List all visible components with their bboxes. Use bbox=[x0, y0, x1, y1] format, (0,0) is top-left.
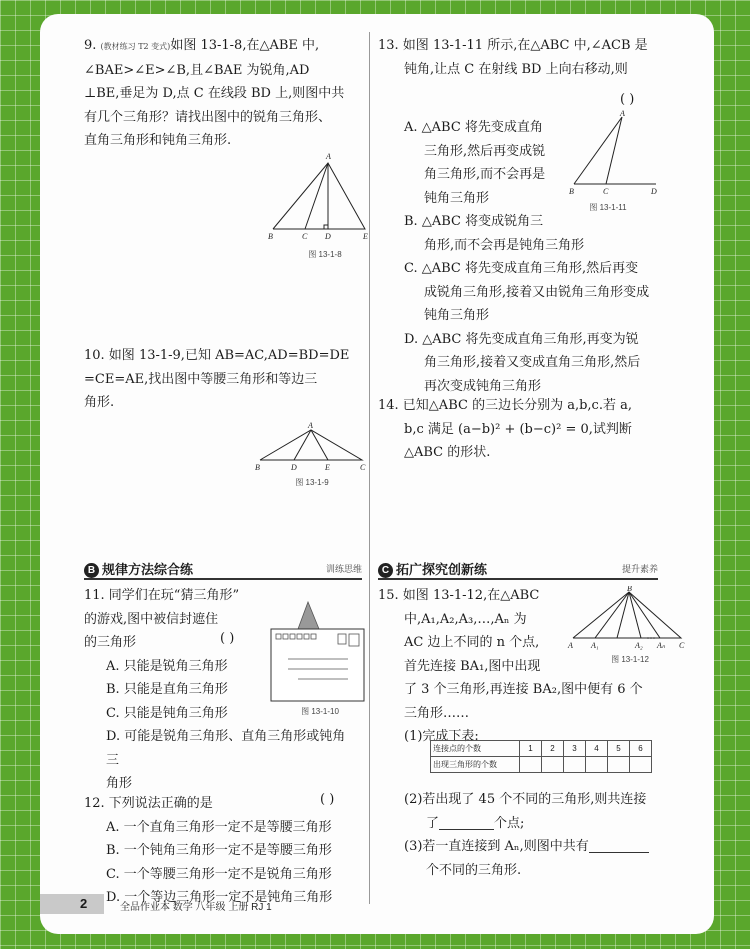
q9-source-tag: (教材练习 T2 变式) bbox=[100, 42, 171, 51]
q9-text-4: 有几个三角形？请找出图中的锐角三角形、 bbox=[84, 109, 332, 125]
q10-text-1: 10. 如图 13-1-9,已知 AB=AC,AD=BD=DE bbox=[84, 348, 350, 363]
q12-option-c: C. 一个等腰三角形一定不是锐角三角形 bbox=[106, 866, 332, 882]
q11-option-b: B. 只能是直角三角形 bbox=[106, 682, 228, 697]
table-row bbox=[431, 741, 652, 757]
figure-13-1-10 bbox=[268, 599, 368, 704]
q11-text-3: 的三角形 bbox=[84, 635, 137, 650]
q10-text-2: =CE=AE,找出图中等腰三角形和等边三 bbox=[84, 371, 318, 387]
fig8-label-c: C bbox=[302, 232, 308, 241]
q9-text-1: 如图 13-1-8,在△ABE 中, bbox=[170, 38, 320, 53]
q15-sub-3: (3)若一直连接到 Aₙ,则图中共有 bbox=[404, 835, 704, 859]
q15-text-3: AC 边上不同的 n 个点, bbox=[404, 635, 540, 650]
q14-text-2: b,c 满足 (a−b)² + (b−c)² = 0,试判断 bbox=[404, 421, 632, 437]
page-number: 2 bbox=[80, 896, 88, 911]
table-row bbox=[431, 757, 652, 773]
q11-text-2: 的游戏,图中被信封遮住 bbox=[84, 611, 219, 627]
fig9-label-e: E bbox=[325, 463, 330, 472]
workbook-page bbox=[40, 14, 714, 934]
fig8-label-b: B bbox=[268, 232, 273, 241]
q9-text-5: 直角三角形和钝角三角形. bbox=[84, 133, 232, 148]
q10-text-3: 角形. bbox=[84, 395, 115, 410]
q15-text-5: 了 3 个三角形,再连接 BA₂,图中便有 6 个 bbox=[404, 682, 643, 697]
section-b-badge: B bbox=[84, 563, 99, 578]
q15-blank-3[interactable] bbox=[589, 838, 649, 853]
fig11-caption: 图 13-1-11 bbox=[589, 203, 627, 212]
table-header-points: 连接点的个数 bbox=[431, 741, 520, 757]
table-col-3: 3 bbox=[564, 741, 586, 757]
q11-option-d: D. 可能是锐角三角形、直角三角形或钝角三 bbox=[106, 729, 346, 768]
q14-text-3: △ABC 的形状. bbox=[404, 445, 491, 460]
fig8-caption: 图 13-1-8 bbox=[308, 250, 342, 259]
fig9-label-b: B bbox=[255, 463, 260, 472]
table-col-5: 5 bbox=[608, 741, 630, 757]
q15-text-2: 中,A₁,A₂,A₃,…,Aₙ 为 bbox=[404, 611, 527, 627]
q9-text-2: ∠BAE>∠E>∠B,且∠BAE 为锐角,AD bbox=[84, 62, 310, 78]
q14-text-1: 14. 已知△ABC 的三边长分别为 a,b,c.若 a, bbox=[378, 398, 632, 413]
question-13 bbox=[378, 34, 698, 81]
q15-blank-2[interactable] bbox=[439, 815, 494, 830]
q13-answer-paren: ( ) bbox=[620, 92, 635, 107]
figure-13-1-12 bbox=[565, 586, 690, 656]
table-answer-cell[interactable] bbox=[564, 757, 586, 773]
q15-text-4: 首先连接 BA₁,图中出现 bbox=[404, 658, 541, 674]
section-c-header bbox=[378, 559, 658, 581]
table-answer-cell[interactable] bbox=[542, 757, 564, 773]
q11-option-a: A. 只能是锐角三角形 bbox=[106, 658, 228, 674]
book-info: 全品作业本 数学 八年级 上册 RJ 1 bbox=[120, 902, 272, 913]
fig12-label-b: B bbox=[627, 586, 632, 593]
figure-13-1-8 bbox=[265, 149, 375, 244]
q11-text-1: 11. 同学们在玩“猜三角形” bbox=[84, 588, 240, 603]
q15-table bbox=[430, 740, 652, 773]
section-b-header bbox=[84, 559, 362, 581]
table-header-triangles: 出现三角形的个数 bbox=[431, 757, 520, 773]
fig11-label-b: B bbox=[569, 187, 574, 196]
q12-option-b: B. 一个钝角三角形一定不是等腰三角形 bbox=[106, 843, 332, 858]
q13-option-b: B. △ABC 将变成锐角三 bbox=[404, 214, 544, 229]
table-answer-cell[interactable] bbox=[520, 757, 542, 773]
q13-option-d: D. △ABC 将先变成直角三角形,再变为锐 bbox=[404, 331, 639, 347]
table-col-1: 1 bbox=[520, 741, 542, 757]
q11-option-d-cont: 角形 bbox=[106, 776, 133, 791]
q15-sub-1: (1)完成下表: bbox=[404, 729, 479, 744]
page-footer bbox=[40, 894, 714, 916]
fig9-caption: 图 13-1-9 bbox=[295, 478, 329, 487]
fig8-label-a: A bbox=[326, 152, 331, 161]
q13-option-c: C. △ABC 将先变成直角三角形,然后再变 bbox=[404, 261, 639, 276]
q9-text-3: ⊥BE,垂足为 D,点 C 在线段 BD 上,则图中共 bbox=[84, 86, 345, 101]
q9-number: 9. bbox=[84, 38, 97, 53]
table-col-4: 4 bbox=[586, 741, 608, 757]
fig11-label-d: D bbox=[651, 187, 657, 196]
fig12-label-an: Aₙ bbox=[657, 641, 666, 650]
fig9-label-d: D bbox=[291, 463, 297, 472]
figure-13-1-11 bbox=[566, 109, 666, 199]
q15-text-6: 三角形…… bbox=[404, 705, 470, 721]
fig8-label-d: D bbox=[325, 232, 331, 241]
section-c-badge: C bbox=[378, 563, 393, 578]
q15-sub-2-cont: 了 个点; bbox=[426, 815, 525, 831]
table-answer-cell[interactable] bbox=[586, 757, 608, 773]
table-answer-cell[interactable] bbox=[630, 757, 652, 773]
figure-13-1-9 bbox=[252, 422, 372, 477]
fig8-label-e: E bbox=[363, 232, 368, 241]
table-col-6: 6 bbox=[630, 741, 652, 757]
q15-text-1: 15. 如图 13-1-12,在△ABC bbox=[378, 588, 540, 603]
section-b-title: B 规律方法综合练 bbox=[84, 559, 193, 578]
q15-sub-2: (2)若出现了 45 个不同的三角形,则共连接 bbox=[404, 792, 647, 807]
fig9-label-a: A bbox=[308, 422, 313, 430]
q11-option-c: C. 只能是钝角三角形 bbox=[106, 705, 228, 721]
section-c-subtitle: 提升素养 bbox=[621, 564, 658, 574]
fig12-label-a: A bbox=[568, 641, 573, 650]
fig12-label-c: C bbox=[679, 641, 685, 650]
q13-options: A. △ABC 将先变成直角 三角形,然后再变成锐 角三角形,而不会再是 钝角三角形 B. △ABC 将变成锐角三 角形,而不会再是钝角三角形 C. △ABC 将先变成直角三角形,然后再变 成锐角三角形,接着又由锐角三角形变成 钝角三角形 D. △ABC 将先变成直角三角形,再变为锐 角三角形,接着又变成直角三角形,然后 再次变成钝角三角形 bbox=[404, 116, 704, 398]
q12-text-1: 12. 下列说法正确的是 bbox=[84, 796, 213, 811]
q13-option-a: A. △ABC 将先变成直角 bbox=[404, 120, 543, 135]
q13-text-1: 13. 如图 13-1-11 所示,在△ABC 中,∠ACB 是 bbox=[378, 38, 648, 53]
question-10 bbox=[84, 344, 364, 415]
section-b-subtitle: 训练思维 bbox=[325, 564, 362, 574]
q12-answer-paren: ( ) bbox=[320, 792, 335, 807]
question-14 bbox=[378, 394, 698, 465]
fig11-label-a: A bbox=[620, 109, 625, 118]
question-9 bbox=[84, 34, 364, 153]
q15-sub-3-cont: 个不同的三角形. bbox=[426, 862, 522, 878]
fig9-label-c: C bbox=[360, 463, 366, 472]
fig12-label-a2: A₂ bbox=[635, 641, 643, 650]
q13-text-2: 钝角,让点 C 在射线 BD 上向右移动,则 bbox=[404, 61, 628, 77]
fig10-caption: 图 13-1-10 bbox=[301, 707, 339, 716]
q12-option-d: D. 一个等边三角形一定不是钝角三角形 bbox=[106, 890, 333, 905]
section-c-title: C 拓广探究创新练 bbox=[378, 559, 487, 578]
q15-subquestions bbox=[404, 788, 704, 882]
table-answer-cell[interactable] bbox=[608, 757, 630, 773]
q12-option-a: A. 一个直角三角形一定不是等腰三角形 bbox=[106, 819, 332, 835]
q11-answer-paren: ( ) bbox=[220, 631, 235, 646]
fig12-caption: 图 13-1-12 bbox=[611, 655, 649, 664]
fig11-label-c: C bbox=[603, 187, 609, 196]
table-col-2: 2 bbox=[542, 741, 564, 757]
fig12-label-a1: A₁ bbox=[591, 641, 599, 650]
question-12 bbox=[84, 792, 364, 910]
